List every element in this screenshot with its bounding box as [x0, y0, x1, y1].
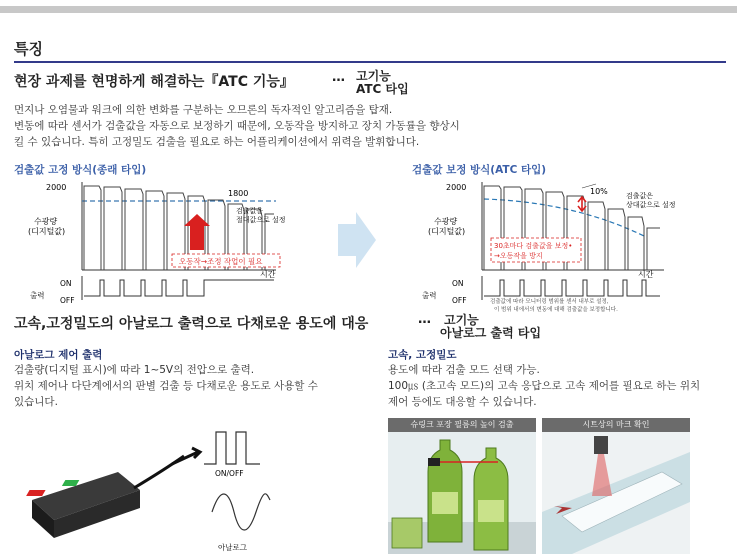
- amplifier-illustration: [14, 420, 314, 556]
- section-title-rule: [14, 61, 726, 63]
- headline-atc-dots: …: [332, 70, 345, 85]
- speed-line: 용도에 따라 검출 모드 선택 가능.: [388, 364, 540, 376]
- intro-line: 킬 수 있습니다. 특히 고정밀도 검출을 필요로 하는 어플리케이션에서 위력을 발휘합니다.: [14, 136, 420, 148]
- right-time-label: 시간: [638, 270, 654, 279]
- right-footnote-2: 이 범위 내에서의 변동에 대해 검출값을 보정합니다.: [494, 307, 618, 313]
- tag-line-2: ATC 타입: [356, 82, 409, 96]
- right-ylabel-2: (디지털값): [428, 227, 466, 236]
- right-chart-diagram: [414, 176, 732, 316]
- intro-line: 먼지나 오염물과 워크에 의한 변화를 구분하는 오므론의 독자적인 알고리즘을 탑재.: [14, 104, 393, 116]
- left-ylabel-1: 수광량: [34, 217, 58, 226]
- left-chart-diagram: [14, 176, 344, 306]
- headline-analog-tag: [440, 314, 541, 340]
- speed-subtitle: 고속, 고정밀도: [388, 349, 457, 361]
- analog-subtitle: 아날로그 제어 출력: [14, 349, 103, 361]
- photo1-caption: 슈링크 포장 필름의 높이 검출: [388, 418, 536, 432]
- right-warning-2: →오동작을 방지: [494, 252, 543, 260]
- analog-paragraph: [14, 362, 318, 410]
- right-output-wave: [484, 280, 660, 296]
- speed-line: 제어 등에도 대응할 수 있습니다.: [388, 396, 537, 408]
- output-arrow: [172, 448, 200, 464]
- speed-line: 100㎲ (초고속 모드)의 고속 응답으로 고속 제어를 필요로 하는 위치: [388, 380, 701, 392]
- right-on-label: ON: [452, 279, 464, 288]
- analog-line: 위치 제어나 다단계에서의 판별 검출 등 다채로운 용도로 사용할 수: [14, 380, 318, 392]
- right-ylabel-1: 수광량: [434, 217, 458, 226]
- photo-shrink-film: [388, 432, 536, 554]
- intro-line: 변동에 따라 센서가 검출값을 자동으로 보정하기 때문에, 오동작을 방지하고 장치 가동률을 향상시: [14, 120, 460, 132]
- analog-line: 있습니다.: [14, 396, 58, 408]
- headline-atc: 현장 과제를 현명하게 해결하는『ATC 기능』: [14, 74, 294, 90]
- intro-paragraph: [14, 102, 534, 150]
- left-chart-title: 검출값 고정 방식(종래 타입): [14, 164, 147, 176]
- top-banner-bar: [0, 6, 737, 13]
- analog-wave-label: 아날로그: [218, 543, 247, 552]
- left-on-label: ON: [60, 279, 72, 288]
- headline-analog: 고속,고정밀도의 아날로그 출력으로 다채로운 용도에 대응: [14, 316, 369, 332]
- right-chart-title: 검출값 보정 방식(ATC 타입): [412, 164, 547, 176]
- tag-line-1: 고기능: [356, 69, 391, 83]
- speed-paragraph: [388, 362, 700, 410]
- transition-arrow: [336, 210, 378, 270]
- right-footnote-1: 검출값에 따라 모니터링 범위를 센서 내부로 설정,: [490, 299, 609, 305]
- left-warning-text: 오동작→조정 작업이 필요: [179, 257, 263, 266]
- left-y-top: 2000: [46, 183, 67, 192]
- analog-wave-icon: [212, 494, 270, 530]
- left-out-label: 출력: [30, 291, 45, 300]
- onoff-wave-icon: [204, 432, 260, 464]
- right-off-label: OFF: [452, 296, 467, 305]
- left-ylabel-2: (디지털값): [28, 227, 66, 236]
- onoff-label: ON/OFF: [215, 469, 244, 478]
- right-note-2: 상대값으로 설정: [626, 201, 676, 209]
- left-note-1: 검출값을: [236, 207, 264, 215]
- right-warning-1: 30초마다 검출값을 보정•: [494, 242, 573, 250]
- right-out-label: 출력: [422, 291, 437, 300]
- photo-sheet-mark: [542, 432, 690, 554]
- section-title: 특징: [14, 40, 43, 58]
- tag-line-2: 아날로그 출력 타입: [440, 326, 542, 340]
- left-note-2: 절대값으로 설정: [236, 216, 286, 224]
- headline-analog-dots: …: [418, 312, 431, 327]
- right-pct-label: 10%: [590, 187, 608, 196]
- headline-atc-tag: [356, 70, 409, 96]
- left-output-wave: [84, 280, 274, 296]
- tag-line-1: 고기능: [444, 313, 479, 327]
- right-note-1: 검출값은: [626, 192, 654, 200]
- left-off-label: OFF: [60, 296, 75, 305]
- right-y-top: 2000: [446, 183, 467, 192]
- analog-line: 검출량(디지털 표시)에 따라 1~5V의 전압으로 출력.: [14, 364, 255, 376]
- left-time-label: 시간: [260, 270, 276, 279]
- left-threshold-label: 1800: [228, 189, 249, 198]
- photo2-caption: 시트상의 마크 확인: [542, 418, 690, 432]
